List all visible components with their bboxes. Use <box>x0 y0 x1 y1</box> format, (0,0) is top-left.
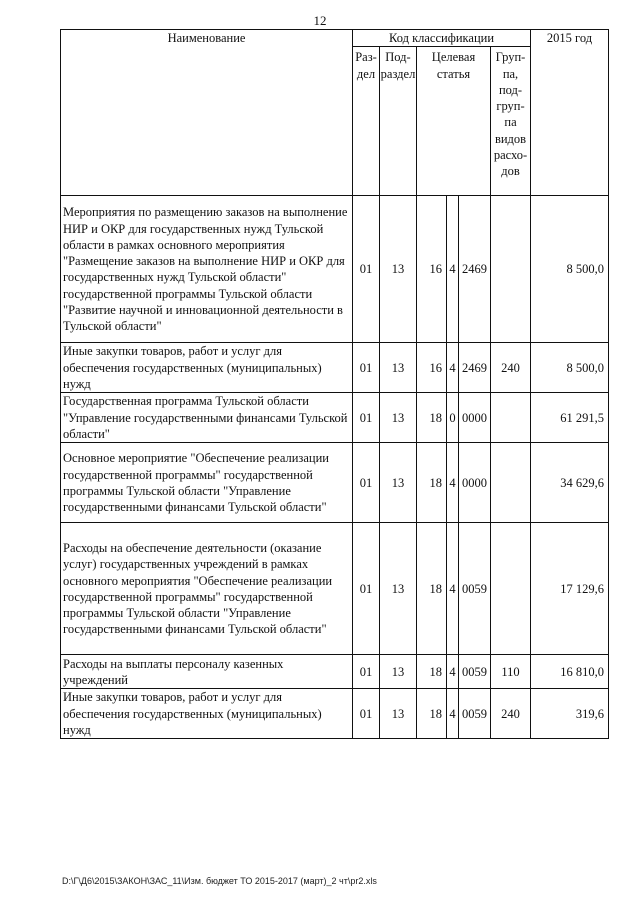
header-name: Наименование <box>61 30 353 196</box>
table-row <box>61 196 609 343</box>
row-section: 01 <box>353 689 380 739</box>
row-target-subprogram: 4 <box>447 196 459 343</box>
row-amount: 16 810,0 <box>531 655 609 689</box>
row-target-program: 18 <box>417 523 447 655</box>
row-target-direction: 2469 <box>459 196 491 343</box>
row-subsection: 13 <box>380 196 417 343</box>
row-name: Мероприятия по размещению заказов на выполнение НИР и ОКР для государственных нужд Тульской области в рамках основного мероприятия "Размещение заказов на выполнение НИР и ОКР для государственных нужд Тульской области" государственной программы Тульской области "Развитие научной и инновационной деятельности в Тульской области" <box>61 196 353 343</box>
row-section: 01 <box>353 393 380 443</box>
row-subsection: 13 <box>380 443 417 523</box>
table-row <box>61 393 609 443</box>
table-row <box>61 443 609 523</box>
page-number: 12 <box>313 13 327 28</box>
row-name: Государственная программа Тульской области "Управление государственными финансами Тульской области" <box>61 393 353 443</box>
header-row-top <box>61 30 609 47</box>
row-amount: 17 129,6 <box>531 523 609 655</box>
row-name: Иные закупки товаров, работ и услуг для обеспечения государственных (муниципальных) нужд <box>61 343 353 393</box>
row-subsection: 13 <box>380 655 417 689</box>
row-target-subprogram: 4 <box>447 443 459 523</box>
row-section: 01 <box>353 655 380 689</box>
row-target-direction: 0059 <box>459 523 491 655</box>
row-subsection: 13 <box>380 343 417 393</box>
row-target-direction: 0000 <box>459 443 491 523</box>
row-subsection: 13 <box>380 689 417 739</box>
budget-table <box>60 29 609 739</box>
row-expense-group <box>491 196 531 343</box>
row-name: Основное мероприятие "Обеспечение реализации государственной программы" государственной программы Тульской области "Управление государственными финансами Тульской области" <box>61 443 353 523</box>
row-amount: 319,6 <box>531 689 609 739</box>
row-expense-group <box>491 523 531 655</box>
row-expense-group <box>491 393 531 443</box>
row-target-direction: 0059 <box>459 689 491 739</box>
header-section: Раз-дел <box>353 47 380 196</box>
row-expense-group <box>491 443 531 523</box>
table-row <box>61 343 609 393</box>
header-year: 2015 год <box>531 30 609 196</box>
row-section: 01 <box>353 196 380 343</box>
row-name: Расходы на обеспечение деятельности (оказание услуг) государственных учреждений в рамках основного мероприятия "Обеспечение реализации государственной программы" государственной программы Тульской области "Управление государственными финансами Тульской области" <box>61 523 353 655</box>
row-target-program: 18 <box>417 689 447 739</box>
row-section: 01 <box>353 443 380 523</box>
row-amount: 34 629,6 <box>531 443 609 523</box>
row-target-subprogram: 4 <box>447 343 459 393</box>
row-target-subprogram: 4 <box>447 689 459 739</box>
row-expense-group: 240 <box>491 689 531 739</box>
table-row <box>61 523 609 655</box>
row-section: 01 <box>353 343 380 393</box>
row-amount: 61 291,5 <box>531 393 609 443</box>
row-target-program: 16 <box>417 196 447 343</box>
row-target-direction: 0000 <box>459 393 491 443</box>
row-target-program: 16 <box>417 343 447 393</box>
row-target-direction: 2469 <box>459 343 491 393</box>
row-target-program: 18 <box>417 655 447 689</box>
header-subsection: Под-раздел <box>380 47 417 196</box>
row-subsection: 13 <box>380 393 417 443</box>
row-target-program: 18 <box>417 443 447 523</box>
row-section: 01 <box>353 523 380 655</box>
header-classification-code: Код классификации <box>353 30 531 47</box>
row-target-subprogram: 4 <box>447 655 459 689</box>
row-subsection: 13 <box>380 523 417 655</box>
row-target-subprogram: 4 <box>447 523 459 655</box>
row-target-direction: 0059 <box>459 655 491 689</box>
row-amount: 8 500,0 <box>531 196 609 343</box>
row-target-subprogram: 0 <box>447 393 459 443</box>
row-amount: 8 500,0 <box>531 343 609 393</box>
row-expense-group: 240 <box>491 343 531 393</box>
row-target-program: 18 <box>417 393 447 443</box>
row-expense-group: 110 <box>491 655 531 689</box>
file-path-footer: D:\Г\Д6\2015\ЗАКОН\ЗАС_11\Изм. бюджет ТО 2015-2017 (март)_2 чт\pr2.xls <box>62 876 377 886</box>
header-target-article: Целевая статья <box>417 47 491 196</box>
row-name: Иные закупки товаров, работ и услуг для обеспечения государственных (муниципальных) нужд <box>61 689 353 739</box>
table-row <box>61 689 609 739</box>
row-name: Расходы на выплаты персоналу казенных учреждений <box>61 655 353 689</box>
table-row <box>61 655 609 689</box>
header-expense-group: Груп-па, под-груп-па видов расхо-дов <box>491 47 531 196</box>
